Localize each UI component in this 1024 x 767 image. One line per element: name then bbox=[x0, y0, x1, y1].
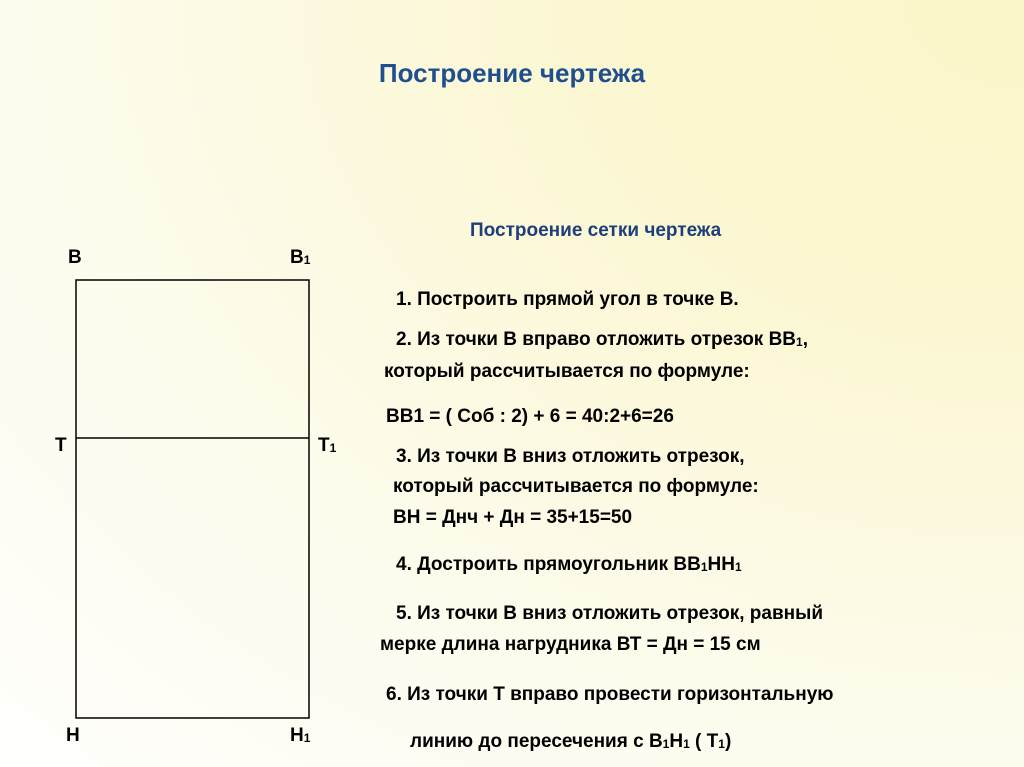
formula-bb1: ВВ1 = ( Соб : 2) + 6 = 40:2+6=26 bbox=[386, 406, 674, 427]
page-title: Построение чертежа bbox=[378, 58, 646, 88]
section-subtitle: Построение сетки чертежа bbox=[470, 220, 722, 241]
point-label-b1: $В_1$ bbox=[290, 247, 311, 268]
step-2-line-1: 2. Из точки В вправо отложить отрезок $ВВ_1$, bbox=[396, 329, 808, 350]
rectangle-bb1hh1 bbox=[76, 280, 309, 718]
step-3-line-2: который рассчитывается по формуле: bbox=[393, 476, 759, 497]
step-5-line-2: мерке длина нагрудника ВТ = Дн = 15 см bbox=[380, 634, 761, 655]
step-4: 4. Достроить прямоугольник $ВВ_1НН_1$ bbox=[396, 554, 742, 575]
point-label-b: В bbox=[68, 247, 82, 268]
point-label-t: Т bbox=[55, 435, 67, 456]
step-6-line-2: линию до пересечения с $В_1Н_1$ ( $Т_1$) bbox=[410, 731, 732, 752]
step-2-line-2: который рассчитывается по формуле: bbox=[384, 361, 750, 382]
point-label-h: Н bbox=[66, 725, 80, 746]
point-label-t1: $Т_1$ bbox=[318, 435, 337, 456]
step-3-line-1: 3. Из точки В вниз отложить отрезок, bbox=[396, 446, 745, 467]
step-1: 1. Построить прямой угол в точке В. bbox=[396, 289, 739, 310]
step-6-line-1: 6. Из точки Т вправо провести горизонтальную bbox=[386, 684, 834, 705]
step-5-line-1: 5. Из точки В вниз отложить отрезок, равный bbox=[396, 603, 824, 624]
formula-bh: ВН = Днч + Дн = 35+15=50 bbox=[393, 507, 633, 528]
point-label-h1: $Н_1$ bbox=[290, 725, 311, 746]
